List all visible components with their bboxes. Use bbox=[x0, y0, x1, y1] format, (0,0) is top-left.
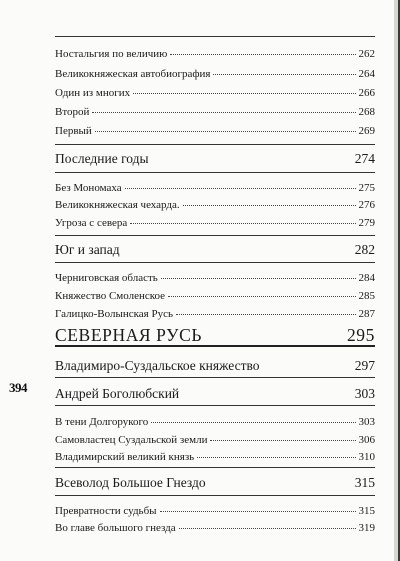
toc-entry-page: 264 bbox=[358, 68, 375, 80]
toc-section-title: Последние годы bbox=[55, 151, 149, 166]
toc-section[interactable] bbox=[55, 475, 375, 491]
toc-part-title: СЕВЕРНАЯ РУСЬ bbox=[55, 325, 202, 345]
section-rule bbox=[55, 262, 375, 263]
toc-entry-title: Один из многих bbox=[55, 87, 131, 99]
dot-leader bbox=[176, 313, 355, 315]
section-rule bbox=[55, 495, 375, 496]
toc-entry[interactable] bbox=[55, 451, 375, 463]
toc-entry[interactable] bbox=[55, 272, 375, 284]
toc-entry-title: Без Мономаха bbox=[55, 182, 122, 194]
toc-entry-title: В тени Долгорукого bbox=[55, 416, 149, 428]
dot-leader bbox=[125, 187, 356, 189]
toc-section-title: Владимиро-Суздальское княжество bbox=[55, 358, 260, 373]
toc-section-page: 303 bbox=[354, 386, 375, 401]
toc-entry-page: 276 bbox=[358, 199, 375, 211]
toc-section-page: 274 bbox=[354, 151, 375, 166]
toc-entry-title: Великокняжеская автобиография bbox=[55, 68, 211, 80]
dot-leader bbox=[160, 510, 356, 512]
toc-entry[interactable] bbox=[55, 106, 375, 118]
toc-entry[interactable] bbox=[55, 199, 375, 211]
section-rule bbox=[55, 235, 375, 236]
toc-section[interactable] bbox=[55, 386, 375, 402]
part-rule bbox=[55, 345, 375, 347]
toc-entry-page: 285 bbox=[358, 290, 375, 302]
dot-leader bbox=[151, 421, 355, 423]
toc-entry[interactable] bbox=[55, 522, 375, 534]
toc-entry-page: 310 bbox=[358, 451, 375, 463]
toc-entry-title: Второй bbox=[55, 106, 90, 118]
toc-entry-page: 303 bbox=[358, 416, 375, 428]
toc-entry-title: Великокняжеская чехарда. bbox=[55, 199, 180, 211]
toc-entry[interactable] bbox=[55, 416, 375, 428]
toc-section-title: Юг и запад bbox=[55, 242, 120, 257]
toc-entry[interactable] bbox=[55, 217, 375, 229]
dot-leader bbox=[161, 277, 356, 279]
toc-entry-title: Угроза с севера bbox=[55, 217, 128, 229]
toc-entry-title: Черниговская область bbox=[55, 272, 158, 284]
toc-entry-title: Самовластец Суздальской земли bbox=[55, 434, 208, 446]
toc-section[interactable] bbox=[55, 151, 375, 167]
dot-leader bbox=[92, 111, 355, 113]
toc-section-title: Андрей Боголюбский bbox=[55, 386, 180, 401]
dot-leader bbox=[130, 222, 355, 224]
section-rule bbox=[55, 467, 375, 468]
toc-entry-page: 262 bbox=[358, 48, 375, 60]
dot-leader bbox=[179, 527, 356, 529]
toc-entry[interactable] bbox=[55, 125, 375, 137]
toc-section-page: 282 bbox=[354, 242, 375, 257]
toc-entry-page: 319 bbox=[358, 522, 375, 534]
toc-entry-page: 266 bbox=[358, 87, 375, 99]
toc-entry-title: Превратности судьбы bbox=[55, 505, 157, 517]
toc-section-page: 297 bbox=[354, 358, 375, 373]
toc-entry[interactable] bbox=[55, 182, 375, 194]
toc-entry-page: 284 bbox=[358, 272, 375, 284]
toc-entry-title: Галицко-Волынская Русь bbox=[55, 308, 174, 320]
toc-entry[interactable] bbox=[55, 68, 375, 80]
dot-leader bbox=[210, 439, 355, 441]
toc-entry[interactable] bbox=[55, 434, 375, 446]
toc-entry-title: Ностальгия по величию bbox=[55, 48, 168, 60]
toc-entry[interactable] bbox=[55, 87, 375, 99]
toc-entry-page: 287 bbox=[358, 308, 375, 320]
toc-section-title: Всеволод Большое Гнездо bbox=[55, 475, 206, 490]
page-number: 394 bbox=[9, 380, 27, 395]
dot-leader bbox=[133, 92, 355, 94]
toc-entry-title: Владимирский великий князь bbox=[55, 451, 195, 463]
toc-section[interactable] bbox=[55, 242, 375, 258]
dot-leader bbox=[213, 73, 355, 75]
section-rule bbox=[55, 144, 375, 145]
dot-leader bbox=[183, 204, 356, 206]
toc-entry[interactable] bbox=[55, 48, 375, 60]
toc-part-page: 295 bbox=[346, 325, 375, 345]
toc-section-page: 315 bbox=[354, 475, 375, 490]
toc-entry-page: 275 bbox=[358, 182, 375, 194]
toc-entry-page: 268 bbox=[358, 106, 375, 118]
toc-entry[interactable] bbox=[55, 505, 375, 517]
section-rule bbox=[55, 405, 375, 406]
toc-entry[interactable] bbox=[55, 308, 375, 320]
dot-leader bbox=[95, 130, 356, 132]
toc-entry-page: 269 bbox=[358, 125, 375, 137]
dot-leader bbox=[170, 53, 355, 55]
toc-part[interactable] bbox=[55, 325, 375, 346]
section-rule bbox=[55, 172, 375, 173]
toc-entry[interactable] bbox=[55, 290, 375, 302]
toc-entry-page: 315 bbox=[358, 505, 375, 517]
toc-section[interactable] bbox=[55, 358, 375, 374]
toc-entry-title: Княжество Смоленское bbox=[55, 290, 166, 302]
dot-leader bbox=[197, 456, 355, 458]
toc-entry-page: 306 bbox=[358, 434, 375, 446]
toc-entry-page: 279 bbox=[358, 217, 375, 229]
section-rule bbox=[55, 377, 375, 378]
section-rule bbox=[55, 36, 375, 37]
toc-entry-title: Первый bbox=[55, 125, 92, 137]
dot-leader bbox=[168, 295, 355, 297]
toc-entry-title: Во главе большого гнезда bbox=[55, 522, 176, 534]
